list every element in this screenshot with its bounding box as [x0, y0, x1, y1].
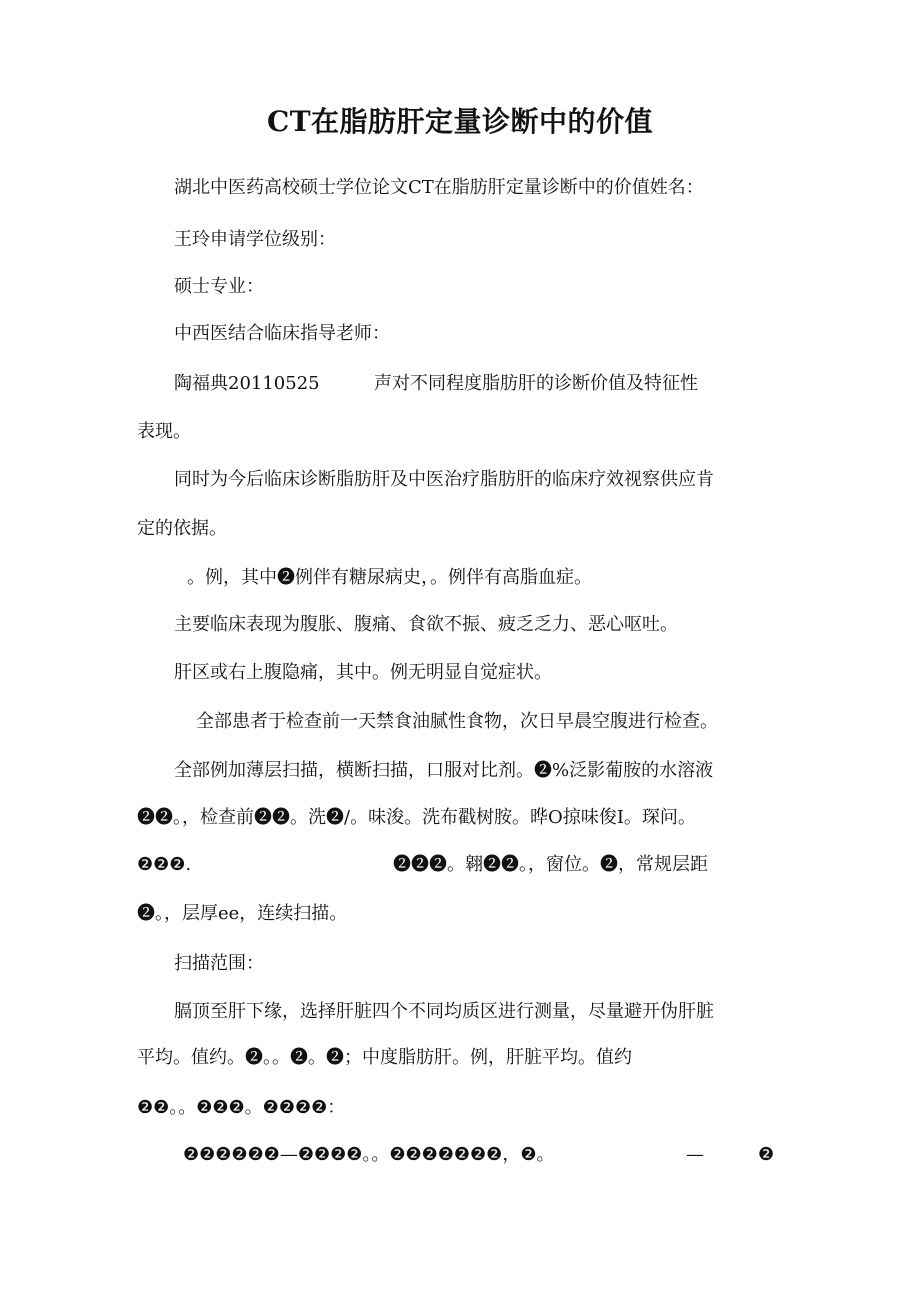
text-line-18: 膈顶至肝下缘，选择肝脏四个不同均质区进行测量，尽量避开伪肝脏 — [174, 1001, 714, 1022]
text-line-10: 主要临床表现为腹胀、腹痛、食欲不振、疲乏乏力、恶心呕吐。 — [174, 614, 678, 635]
text-line-20: ❷❷。。❷❷❷。❷❷❷❷： — [137, 1097, 346, 1118]
page-title: CT在脂肪肝定量诊断中的价值 — [266, 105, 654, 138]
text-line-3: 硕士专业： — [174, 276, 264, 297]
text-line-6: 表现。 — [137, 421, 191, 442]
text-line-5b: 声对不同程度脂肪肝的诊断价值及特征性 — [374, 373, 698, 394]
text-line-16: ❷。，层厚ee，连续扫描。 — [137, 903, 348, 924]
text-line-8: 定的依据。 — [137, 518, 227, 539]
text-line-4: 中西医结合临床指导老师： — [174, 323, 390, 344]
text-line-21a: ❷❷❷❷❷❷—❷❷❷❷。。❷❷❷❷❷❷❷，❷。 — [183, 1144, 555, 1165]
text-line-12: 全部患者于检查前一天禁食油腻性食物，次日早晨空腹进行检查。 — [196, 711, 718, 732]
text-line-7: 同时为今后临床诊断脂肪肝及中医治疗脂肪肝的临床疗效视察供应肯 — [174, 469, 714, 490]
text-line-11: 肝区或右上腹隐痛，其中。例无明显自觉症状。 — [174, 662, 552, 683]
text-line-1: 湖北中医药高校硕士学位论文CT在脂肪肝定量诊断中的价值姓名： — [174, 177, 704, 198]
text-line-21b: — — [686, 1144, 704, 1165]
text-line-19: 平均。值约。❷。。❷。❷；中度脂肪肝。例，肝脏平均。值约 — [137, 1047, 632, 1068]
text-line-13: 全部例加薄层扫描，横断扫描，口服对比剂。❷%泛影葡胺的水溶液 — [174, 760, 714, 781]
text-line-2: 王玲申请学位级别： — [174, 229, 336, 250]
text-line-14: ❷❷。，检查前❷❷。洗❷/。味浚。洗布戳树胺。晔O掠味俊I。琛问。 — [137, 807, 696, 828]
text-line-15a: ❷❷❷. — [137, 854, 192, 875]
text-line-15b: ❷❷❷。翱❷❷。，窗位。❷，常规层距 — [393, 854, 708, 875]
text-line-21c: ❷ — [758, 1144, 775, 1165]
text-line-17: 扫描范围： — [174, 953, 264, 974]
text-line-5a: 陶福典20110525 — [174, 373, 320, 394]
text-line-9: 。例，其中❷例伴有糖尿病史，。例伴有高脂血症。 — [187, 567, 592, 588]
